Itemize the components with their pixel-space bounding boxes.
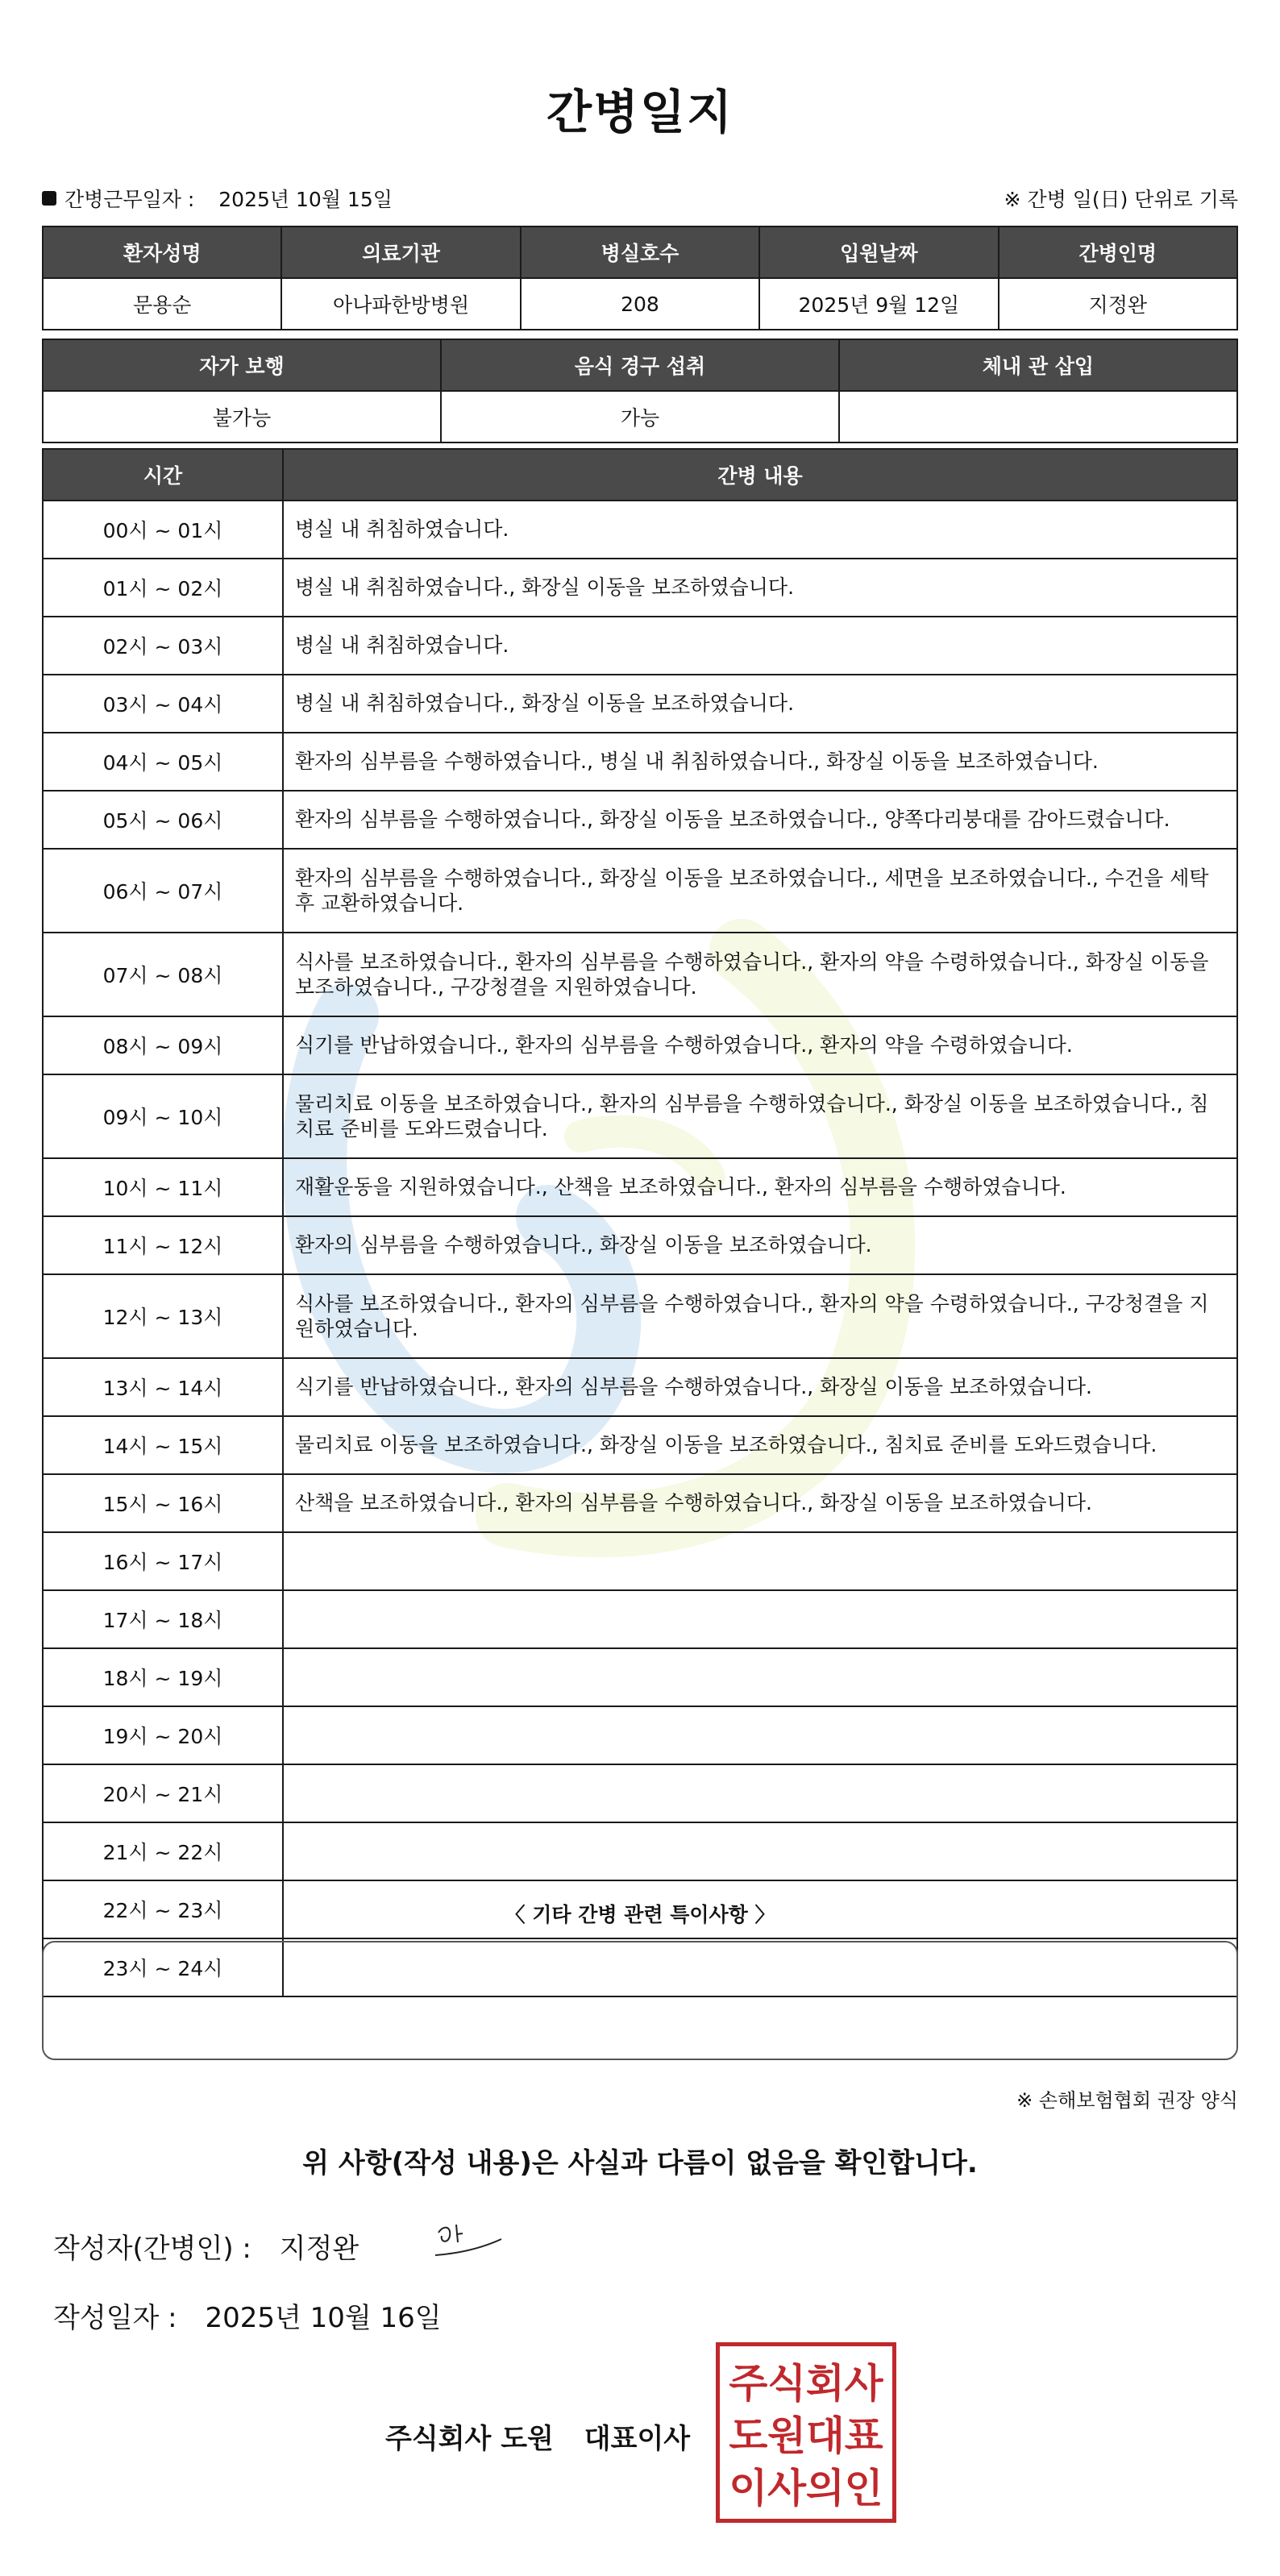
table-row — [43, 1416, 1237, 1474]
table-row — [43, 1274, 1237, 1358]
unit-note: ※ 간병 일(日) 단위로 기록 — [1004, 188, 1238, 211]
svg-text:회: 회 — [805, 2360, 845, 2408]
work-date-value: 2025년 10월 15일 — [218, 188, 393, 211]
care-content: 병실 내 취침하였습니다. — [283, 501, 1237, 559]
time-slot: 00시 ~ 01시 — [43, 501, 283, 559]
care-content: 식사를 보조하였습니다., 환자의 심부름을 수행하였습니다., 환자의 약을 수령하였습니다., 구강청결을 지원하였습니다. — [283, 1274, 1237, 1358]
table-row — [43, 733, 1237, 791]
header-hospital: 의료기관 — [281, 226, 520, 278]
time-slot: 16시 ~ 17시 — [43, 1532, 283, 1590]
header-time: 시간 — [43, 449, 283, 501]
header-caregiver: 간병인명 — [999, 226, 1237, 278]
tube-insertion-status — [839, 391, 1237, 442]
handwritten-signature — [432, 2218, 513, 2266]
confirmation-statement: 위 사항(작성 내용)은 사실과 다름이 없음을 확인합니다. — [302, 2147, 978, 2179]
patient-info-table — [42, 226, 1238, 330]
table-row — [43, 617, 1237, 675]
care-content — [283, 1532, 1237, 1590]
svg-text:도: 도 — [729, 2412, 768, 2460]
time-slot: 22시 ~ 23시 — [43, 1880, 283, 1938]
table-row — [43, 849, 1237, 933]
care-content: 물리치료 이동을 보조하였습니다., 화장실 이동을 보조하였습니다., 침치료 준비를 도와드렸습니다. — [283, 1416, 1237, 1474]
care-content: 산책을 보조하였습니다., 환자의 심부름을 수행하였습니다., 화장실 이동을 보조하였습니다. — [283, 1474, 1237, 1532]
time-slot: 02시 ~ 03시 — [43, 617, 283, 675]
time-slot: 12시 ~ 13시 — [43, 1274, 283, 1358]
written-date-value: 2025년 10월 16일 — [205, 2302, 442, 2334]
table-row — [43, 559, 1237, 617]
status-header-row — [43, 339, 1237, 391]
table-row — [43, 1474, 1237, 1532]
care-content — [283, 1764, 1237, 1822]
written-date-line — [53, 2296, 442, 2335]
care-content — [283, 1706, 1237, 1764]
svg-text:대: 대 — [805, 2412, 845, 2460]
table-row — [43, 791, 1237, 849]
table-row — [43, 1590, 1237, 1648]
written-date-label: 작성일자 : — [53, 2302, 177, 2334]
table-row — [43, 1016, 1237, 1074]
company-name: 주식회사 도원 — [385, 2423, 554, 2455]
table-row — [43, 1074, 1237, 1158]
care-content: 환자의 심부름을 수행하였습니다., 병실 내 취침하였습니다., 화장실 이동을 보조하였습니다. — [283, 733, 1237, 791]
care-content — [283, 1590, 1237, 1648]
header-walking: 자가 보행 — [43, 339, 441, 391]
bullet-square-icon — [42, 191, 56, 206]
time-slot: 18시 ~ 19시 — [43, 1648, 283, 1706]
time-slot: 11시 ~ 12시 — [43, 1216, 283, 1274]
patient-status-table — [42, 339, 1238, 443]
svg-text:사: 사 — [767, 2464, 807, 2512]
svg-text:식: 식 — [767, 2360, 807, 2408]
hospital-name: 아나파한방병원 — [281, 278, 520, 330]
care-content: 식기를 반납하였습니다., 환자의 심부름을 수행하였습니다., 환자의 약을 수령하였습니다. — [283, 1016, 1237, 1074]
svg-text:표: 표 — [844, 2412, 883, 2460]
svg-text:주: 주 — [729, 2360, 768, 2408]
patient-info-header-row — [43, 226, 1237, 278]
care-content — [283, 1822, 1237, 1880]
time-slot: 09시 ~ 10시 — [43, 1074, 283, 1158]
walking-status: 불가능 — [43, 391, 441, 442]
table-row — [43, 1216, 1237, 1274]
work-date — [42, 184, 393, 213]
document-title: 간병일지 — [546, 85, 734, 139]
writer-line — [53, 2226, 359, 2266]
writer-name: 지정완 — [279, 2233, 359, 2265]
svg-text:원: 원 — [767, 2412, 807, 2460]
patient-info-value-row — [43, 278, 1237, 330]
time-slot: 17시 ~ 18시 — [43, 1590, 283, 1648]
header-tube-insertion: 체내 관 삽입 — [839, 339, 1237, 391]
time-slot: 19시 ~ 20시 — [43, 1706, 283, 1764]
status-value-row — [43, 391, 1237, 442]
time-slot: 15시 ~ 16시 — [43, 1474, 283, 1532]
special-notes-title: 〈 기타 간병 관련 특이사항 〉 — [505, 1903, 775, 1926]
table-row — [43, 1822, 1237, 1880]
time-slot: 13시 ~ 14시 — [43, 1358, 283, 1416]
time-slot: 04시 ~ 05시 — [43, 733, 283, 791]
time-slot: 03시 ~ 04시 — [43, 675, 283, 733]
care-content: 물리치료 이동을 보조하였습니다., 환자의 심부름을 수행하였습니다., 화장실 이동을 보조하였습니다., 침치료 준비를 도와드렸습니다. — [283, 1074, 1237, 1158]
header-room: 병실호수 — [521, 226, 759, 278]
svg-text:인: 인 — [844, 2464, 883, 2512]
time-slot: 20시 ~ 21시 — [43, 1764, 283, 1822]
table-row — [43, 1706, 1237, 1764]
time-slot: 01시 ~ 02시 — [43, 559, 283, 617]
table-row — [43, 1648, 1237, 1706]
svg-text:사: 사 — [844, 2360, 883, 2408]
time-slot: 05시 ~ 06시 — [43, 791, 283, 849]
care-content: 재활운동을 지원하였습니다., 산책을 보조하였습니다., 환자의 심부름을 수행하였습니다. — [283, 1158, 1237, 1216]
time-slot: 08시 ~ 09시 — [43, 1016, 283, 1074]
time-slot: 23시 ~ 24시 — [43, 1938, 283, 1996]
time-slot: 14시 ~ 15시 — [43, 1416, 283, 1474]
care-content: 식사를 보조하였습니다., 환자의 심부름을 수행하였습니다., 환자의 약을 수령하였습니다., 화장실 이동을 보조하였습니다., 구강청결을 지원하였습니다. — [283, 933, 1237, 1016]
care-content: 식기를 반납하였습니다., 환자의 심부름을 수행하였습니다., 화장실 이동을 보조하였습니다. — [283, 1358, 1237, 1416]
time-slot: 06시 ~ 07시 — [43, 849, 283, 933]
care-content — [283, 1648, 1237, 1706]
header-oral-intake: 음식 경구 섭취 — [441, 339, 839, 391]
care-content: 환자의 심부름을 수행하였습니다., 화장실 이동을 보조하였습니다., 양쪽다리붕대를 감아드렸습니다. — [283, 791, 1237, 849]
care-content: 환자의 심부름을 수행하였습니다., 화장실 이동을 보조하였습니다. — [283, 1216, 1237, 1274]
table-row — [43, 501, 1237, 559]
time-slot: 21시 ~ 22시 — [43, 1822, 283, 1880]
table-row — [43, 933, 1237, 1016]
care-content: 환자의 심부름을 수행하였습니다., 화장실 이동을 보조하였습니다., 세면을 보조하였습니다., 수건을 세탁 후 교환하였습니다. — [283, 849, 1237, 933]
table-row — [43, 1764, 1237, 1822]
svg-text:이: 이 — [729, 2464, 768, 2512]
form-note: ※ 손해보험협회 권장 양식 — [1016, 2089, 1238, 2112]
care-content: 병실 내 취침하였습니다., 화장실 이동을 보조하였습니다. — [283, 559, 1237, 617]
special-notes-box — [42, 1941, 1238, 2060]
care-content: 병실 내 취침하였습니다. — [283, 617, 1237, 675]
caregiver-name: 지정완 — [999, 278, 1237, 330]
header-patient-name: 환자성명 — [43, 226, 281, 278]
writer-label: 작성자(간병인) : — [53, 2233, 251, 2265]
time-slot: 10시 ~ 11시 — [43, 1158, 283, 1216]
ceo-label: 대표이사 — [584, 2423, 691, 2455]
work-date-label: 간병근무일자 : — [64, 188, 195, 211]
oral-intake-status: 가능 — [441, 391, 839, 442]
header-admission-date: 입원날짜 — [759, 226, 998, 278]
header-care-content: 간병 내용 — [283, 449, 1237, 501]
table-row — [43, 1358, 1237, 1416]
care-content: 병실 내 취침하였습니다., 화장실 이동을 보조하였습니다. — [283, 675, 1237, 733]
table-row — [43, 675, 1237, 733]
care-log-table — [42, 448, 1238, 1997]
patient-name: 문용순 — [43, 278, 281, 330]
care-log-header-row — [43, 449, 1237, 501]
time-slot: 07시 ~ 08시 — [43, 933, 283, 1016]
table-row — [43, 1532, 1237, 1590]
company-line — [385, 2416, 690, 2456]
room-number: 208 — [521, 278, 759, 330]
table-row — [43, 1158, 1237, 1216]
company-seal — [716, 2342, 896, 2523]
admission-date: 2025년 9월 12일 — [759, 278, 998, 330]
svg-text:의: 의 — [805, 2464, 845, 2512]
